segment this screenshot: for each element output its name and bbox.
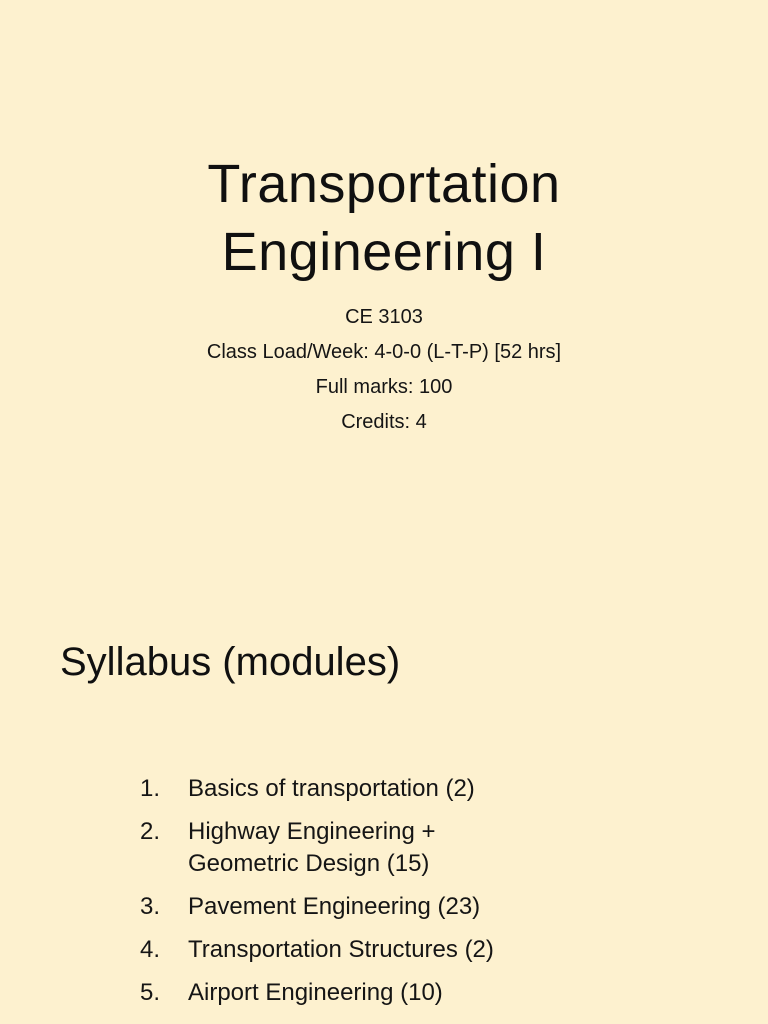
module-title	[188, 934, 620, 966]
module-title-line: Highway Engineering +	[188, 818, 436, 845]
module-list	[140, 773, 620, 1020]
list-item	[140, 816, 620, 880]
module-number: 4.	[140, 936, 161, 963]
module-title-line: Transportation Structures (2)	[188, 936, 494, 963]
list-item	[140, 977, 620, 1009]
module-number: 3.	[140, 893, 161, 920]
module-title	[188, 816, 620, 880]
module-title-line: Basics of transportation (2)	[188, 775, 475, 802]
course-info	[0, 300, 768, 440]
slide-title-line-2: Engineering I	[221, 222, 547, 282]
module-number: 2.	[140, 818, 161, 845]
module-title-line: Geometric Design (15)	[188, 850, 430, 877]
slide-title-line-1: Transportation	[207, 154, 561, 214]
module-title	[188, 773, 620, 805]
full-marks: Full marks: 100	[315, 376, 453, 398]
list-item	[140, 891, 620, 923]
module-title-line: Pavement Engineering (23)	[188, 893, 481, 920]
list-item	[140, 773, 620, 805]
module-number: 5.	[140, 979, 161, 1006]
module-title	[188, 891, 620, 923]
course-code: CE 3103	[345, 306, 423, 328]
class-load: Class Load/Week: 4-0-0 (L-T-P) [52 hrs]	[206, 341, 562, 363]
slide-title	[0, 150, 768, 286]
list-item	[140, 934, 620, 966]
syllabus-heading: Syllabus (modules)	[60, 640, 401, 684]
credits: Credits: 4	[341, 411, 427, 433]
module-number: 1.	[140, 775, 161, 802]
module-title-line: Airport Engineering (10)	[188, 979, 443, 1006]
module-title	[188, 977, 620, 1009]
syllabus-slide	[0, 560, 768, 1024]
